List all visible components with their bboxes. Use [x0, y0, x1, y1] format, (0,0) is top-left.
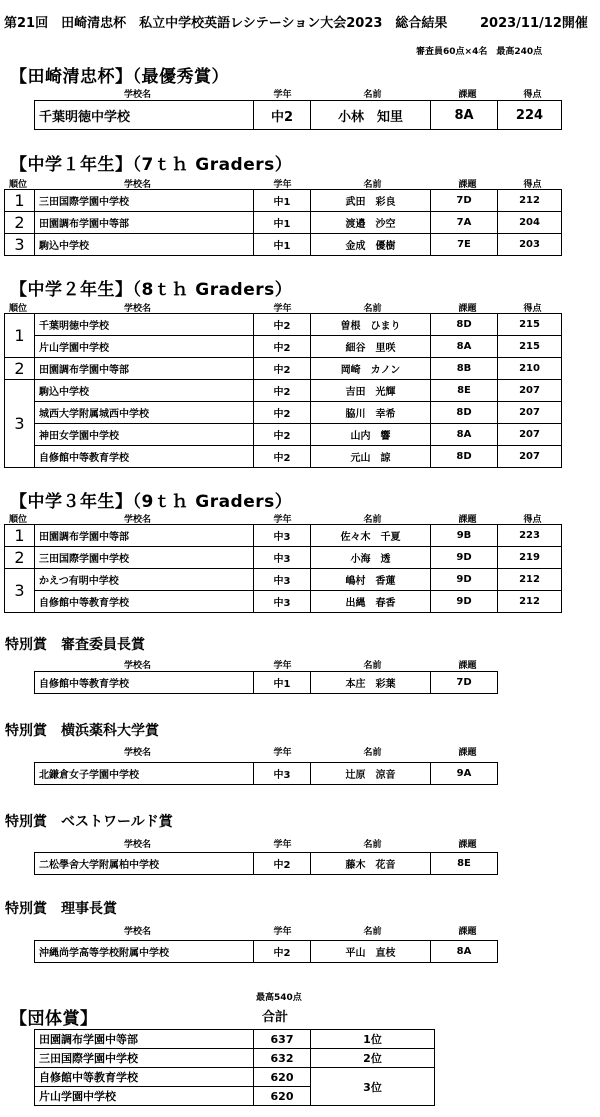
name-cell: 小海 透: [311, 547, 431, 569]
grade-cell: 中1: [254, 672, 311, 694]
score-cell: 207: [498, 424, 562, 446]
rank-cell: 1: [5, 314, 35, 358]
name-cell: 金成 優樹: [311, 234, 431, 256]
rank-cell: 3: [5, 569, 35, 613]
task-cell: 8D: [431, 314, 498, 336]
score-cell: 204: [498, 212, 562, 234]
school-cell: 片山学園中学校: [35, 1087, 254, 1106]
event-date: 2023/11/12開催: [480, 16, 588, 31]
school-cell: 駒込中学校: [35, 380, 254, 402]
col-name-label: 名前: [363, 180, 382, 190]
table-row: [35, 853, 498, 875]
col-rank-label: 順位: [8, 304, 27, 314]
grade-cell: 中2: [254, 424, 311, 446]
school-cell: かえつ有明中学校: [35, 569, 254, 591]
table-row: [5, 190, 562, 212]
table-row: [35, 763, 498, 785]
school-cell: 千葉明徳中学校: [35, 101, 254, 130]
school-cell: 駒込中学校: [35, 234, 254, 256]
special-award-table: [34, 762, 498, 785]
score-cell: 203: [498, 234, 562, 256]
total-cell: 632: [254, 1049, 311, 1068]
col-score-label: 得点: [523, 304, 542, 314]
special-award-title: 特別賞 理事長賞: [5, 901, 117, 917]
table-row: [5, 446, 562, 468]
col-name-label: 名前: [363, 90, 382, 100]
grade-cell: 中2: [254, 402, 311, 424]
school-cell: 千葉明徳中学校: [35, 314, 254, 336]
task-cell: 9B: [431, 525, 498, 547]
col-score-label: 得点: [523, 515, 542, 525]
col-task-label: 課題: [458, 90, 477, 100]
place-cell: 2位: [311, 1049, 435, 1068]
col-grade-label: 学年: [273, 304, 292, 314]
name-cell: 山内 響: [311, 424, 431, 446]
table-row: [5, 314, 562, 336]
rank-cell: 2: [5, 212, 35, 234]
col-name-label: 名前: [363, 661, 382, 671]
name-cell: 本庄 彩葉: [311, 672, 431, 694]
rank-cell: 3: [5, 234, 35, 256]
task-cell: 9D: [431, 547, 498, 569]
score-cell: 212: [498, 569, 562, 591]
school-cell: 田園調布学園中等部: [35, 212, 254, 234]
score-cell: 223: [498, 525, 562, 547]
task-cell: 7D: [431, 672, 498, 694]
score-cell: 207: [498, 402, 562, 424]
school-cell: 三田国際学園中学校: [35, 190, 254, 212]
name-cell: 佐々木 千夏: [311, 525, 431, 547]
score-cell: 215: [498, 336, 562, 358]
school-cell: 北鎌倉女子学園中学校: [35, 763, 254, 785]
table-row: [35, 101, 562, 130]
grade-cell: 中2: [254, 314, 311, 336]
scoring-note: 審査員60点×4名 最高240点: [416, 47, 543, 57]
grade-cell: 中2: [254, 336, 311, 358]
name-cell: 武田 彩良: [311, 190, 431, 212]
grade-cell: 中2: [254, 446, 311, 468]
score-cell: 207: [498, 380, 562, 402]
place-cell: 1位: [311, 1030, 435, 1049]
col-school-label: 学校名: [123, 180, 151, 190]
total-cell: 620: [254, 1087, 311, 1106]
name-cell: 脇川 幸希: [311, 402, 431, 424]
table-row: [5, 212, 562, 234]
grade2-table: [4, 313, 562, 468]
special-award-table: [34, 852, 498, 875]
table-row: [5, 547, 562, 569]
name-cell: 藤木 花音: [311, 853, 431, 875]
col-task-label: 課題: [458, 840, 477, 850]
task-cell: 8A: [431, 336, 498, 358]
name-cell: 出縄 春香: [311, 591, 431, 613]
task-cell: 8A: [431, 424, 498, 446]
table-row: [5, 591, 562, 613]
team-total-label: 合計: [262, 1010, 289, 1025]
col-school-label: 学校名: [123, 661, 151, 671]
task-cell: 8B: [431, 358, 498, 380]
col-grade-label: 学年: [273, 927, 292, 937]
table-row: [5, 424, 562, 446]
rank-cell: 2: [5, 358, 35, 380]
score-cell: 212: [498, 591, 562, 613]
task-cell: 8E: [431, 380, 498, 402]
special-award-title: 特別賞 審査委員長賞: [5, 637, 145, 653]
school-cell: 二松學舍大学附属柏中学校: [35, 853, 254, 875]
team-award-table: [34, 1029, 435, 1106]
grade-cell: 中3: [254, 525, 311, 547]
table-row: [5, 336, 562, 358]
task-cell: 7A: [431, 212, 498, 234]
col-school-label: 学校名: [123, 304, 151, 314]
col-school-label: 学校名: [123, 748, 151, 758]
col-grade-label: 学年: [273, 661, 292, 671]
col-rank-label: 順位: [8, 515, 27, 525]
col-name-label: 名前: [363, 304, 382, 314]
grade-cell: 中2: [254, 101, 311, 130]
special-award-table: [34, 671, 498, 694]
task-cell: 8A: [431, 941, 498, 963]
team-award-title: 【団体賞】: [10, 1009, 98, 1029]
school-cell: 沖縄尚学高等学校附属中学校: [35, 941, 254, 963]
score-cell: 212: [498, 190, 562, 212]
school-cell: 三田国際学園中学校: [35, 547, 254, 569]
score-cell: 207: [498, 446, 562, 468]
total-cell: 620: [254, 1068, 311, 1087]
name-cell: 小林 知里: [311, 101, 431, 130]
rank-cell: 1: [5, 525, 35, 547]
school-cell: 自修館中等教育学校: [35, 591, 254, 613]
special-award-title: 特別賞 横浜薬科大学賞: [5, 723, 159, 739]
col-name-label: 名前: [363, 927, 382, 937]
col-task-label: 課題: [458, 748, 477, 758]
rank-cell: 3: [5, 380, 35, 468]
table-row: [5, 234, 562, 256]
table-row: [35, 672, 498, 694]
grade-cell: 中1: [254, 212, 311, 234]
grade2-title: 【中学２年生】（8ｔｈ Graders）: [10, 280, 293, 300]
col-task-label: 課題: [458, 927, 477, 937]
grade-cell: 中3: [254, 763, 311, 785]
col-school-label: 学校名: [123, 90, 151, 100]
school-cell: 神田女学園中学校: [35, 424, 254, 446]
table-row: [35, 1049, 435, 1068]
col-school-label: 学校名: [123, 515, 151, 525]
score-cell: 215: [498, 314, 562, 336]
place-cell: 3位: [311, 1068, 435, 1106]
school-cell: 田園調布学園中等部: [35, 1030, 254, 1049]
special-award-title: 特別賞 ベストワールド賞: [5, 814, 173, 830]
grade-cell: 中2: [254, 358, 311, 380]
col-grade-label: 学年: [273, 748, 292, 758]
name-cell: 岡崎 カノン: [311, 358, 431, 380]
table-row: [35, 941, 498, 963]
grade-cell: 中2: [254, 941, 311, 963]
col-task-label: 課題: [458, 180, 477, 190]
task-cell: 9D: [431, 591, 498, 613]
score-cell: 224: [498, 101, 562, 130]
task-cell: 8D: [431, 402, 498, 424]
name-cell: 曽根 ひまり: [311, 314, 431, 336]
col-school-label: 学校名: [123, 927, 151, 937]
special-award-table: [34, 940, 498, 963]
grade1-title: 【中学１年生】（7ｔｈ Graders）: [10, 155, 293, 175]
grade-cell: 中2: [254, 853, 311, 875]
top-award-table: [34, 100, 562, 130]
grade3-title: 【中学３年生】（9ｔｈ Graders）: [10, 492, 293, 512]
col-task-label: 課題: [458, 515, 477, 525]
grade-cell: 中3: [254, 591, 311, 613]
team-max-note: 最高540点: [256, 993, 302, 1003]
grade1-table: [4, 189, 562, 256]
document-title: 第21回 田崎清忠杯 私立中学校英語レシテーション大会2023 総合結果: [4, 16, 448, 31]
task-cell: 9A: [431, 763, 498, 785]
grade-cell: 中1: [254, 234, 311, 256]
task-cell: 7E: [431, 234, 498, 256]
col-score-label: 得点: [523, 180, 542, 190]
col-rank-label: 順位: [8, 180, 27, 190]
school-cell: 自修館中等教育学校: [35, 446, 254, 468]
col-grade-label: 学年: [273, 515, 292, 525]
col-name-label: 名前: [363, 515, 382, 525]
school-cell: 自修館中等教育学校: [35, 1068, 254, 1087]
col-score-label: 得点: [523, 90, 542, 100]
school-cell: 城西大学附属城西中学校: [35, 402, 254, 424]
task-cell: 9D: [431, 569, 498, 591]
col-name-label: 名前: [363, 840, 382, 850]
grade-cell: 中1: [254, 190, 311, 212]
grade-cell: 中3: [254, 569, 311, 591]
school-cell: 自修館中等教育学校: [35, 672, 254, 694]
name-cell: 吉田 光輝: [311, 380, 431, 402]
table-row: [5, 525, 562, 547]
name-cell: 渡邉 沙空: [311, 212, 431, 234]
task-cell: 8A: [431, 101, 498, 130]
school-cell: 田園調布学園中等部: [35, 358, 254, 380]
col-school-label: 学校名: [123, 840, 151, 850]
table-row: [35, 1068, 435, 1087]
col-grade-label: 学年: [273, 180, 292, 190]
name-cell: 嶋村 香蓮: [311, 569, 431, 591]
grade-cell: 中3: [254, 547, 311, 569]
col-task-label: 課題: [458, 661, 477, 671]
col-grade-label: 学年: [273, 90, 292, 100]
score-cell: 210: [498, 358, 562, 380]
score-cell: 219: [498, 547, 562, 569]
grade3-table: [4, 524, 562, 613]
school-cell: 田園調布学園中等部: [35, 525, 254, 547]
name-cell: 元山 諒: [311, 446, 431, 468]
task-cell: 8E: [431, 853, 498, 875]
table-row: [5, 380, 562, 402]
task-cell: 7D: [431, 190, 498, 212]
task-cell: 8D: [431, 446, 498, 468]
table-row: [35, 1030, 435, 1049]
col-task-label: 課題: [458, 304, 477, 314]
rank-cell: 2: [5, 547, 35, 569]
table-row: [5, 402, 562, 424]
school-cell: 三田国際学園中学校: [35, 1049, 254, 1068]
col-grade-label: 学年: [273, 840, 292, 850]
rank-cell: 1: [5, 190, 35, 212]
col-name-label: 名前: [363, 748, 382, 758]
name-cell: 辻原 涼音: [311, 763, 431, 785]
table-row: [5, 569, 562, 591]
top-award-title: 【田崎清忠杯】（最優秀賞）: [10, 67, 229, 87]
name-cell: 平山 直枝: [311, 941, 431, 963]
grade-cell: 中2: [254, 380, 311, 402]
name-cell: 細谷 里咲: [311, 336, 431, 358]
total-cell: 637: [254, 1030, 311, 1049]
school-cell: 片山学園中学校: [35, 336, 254, 358]
table-row: [5, 358, 562, 380]
